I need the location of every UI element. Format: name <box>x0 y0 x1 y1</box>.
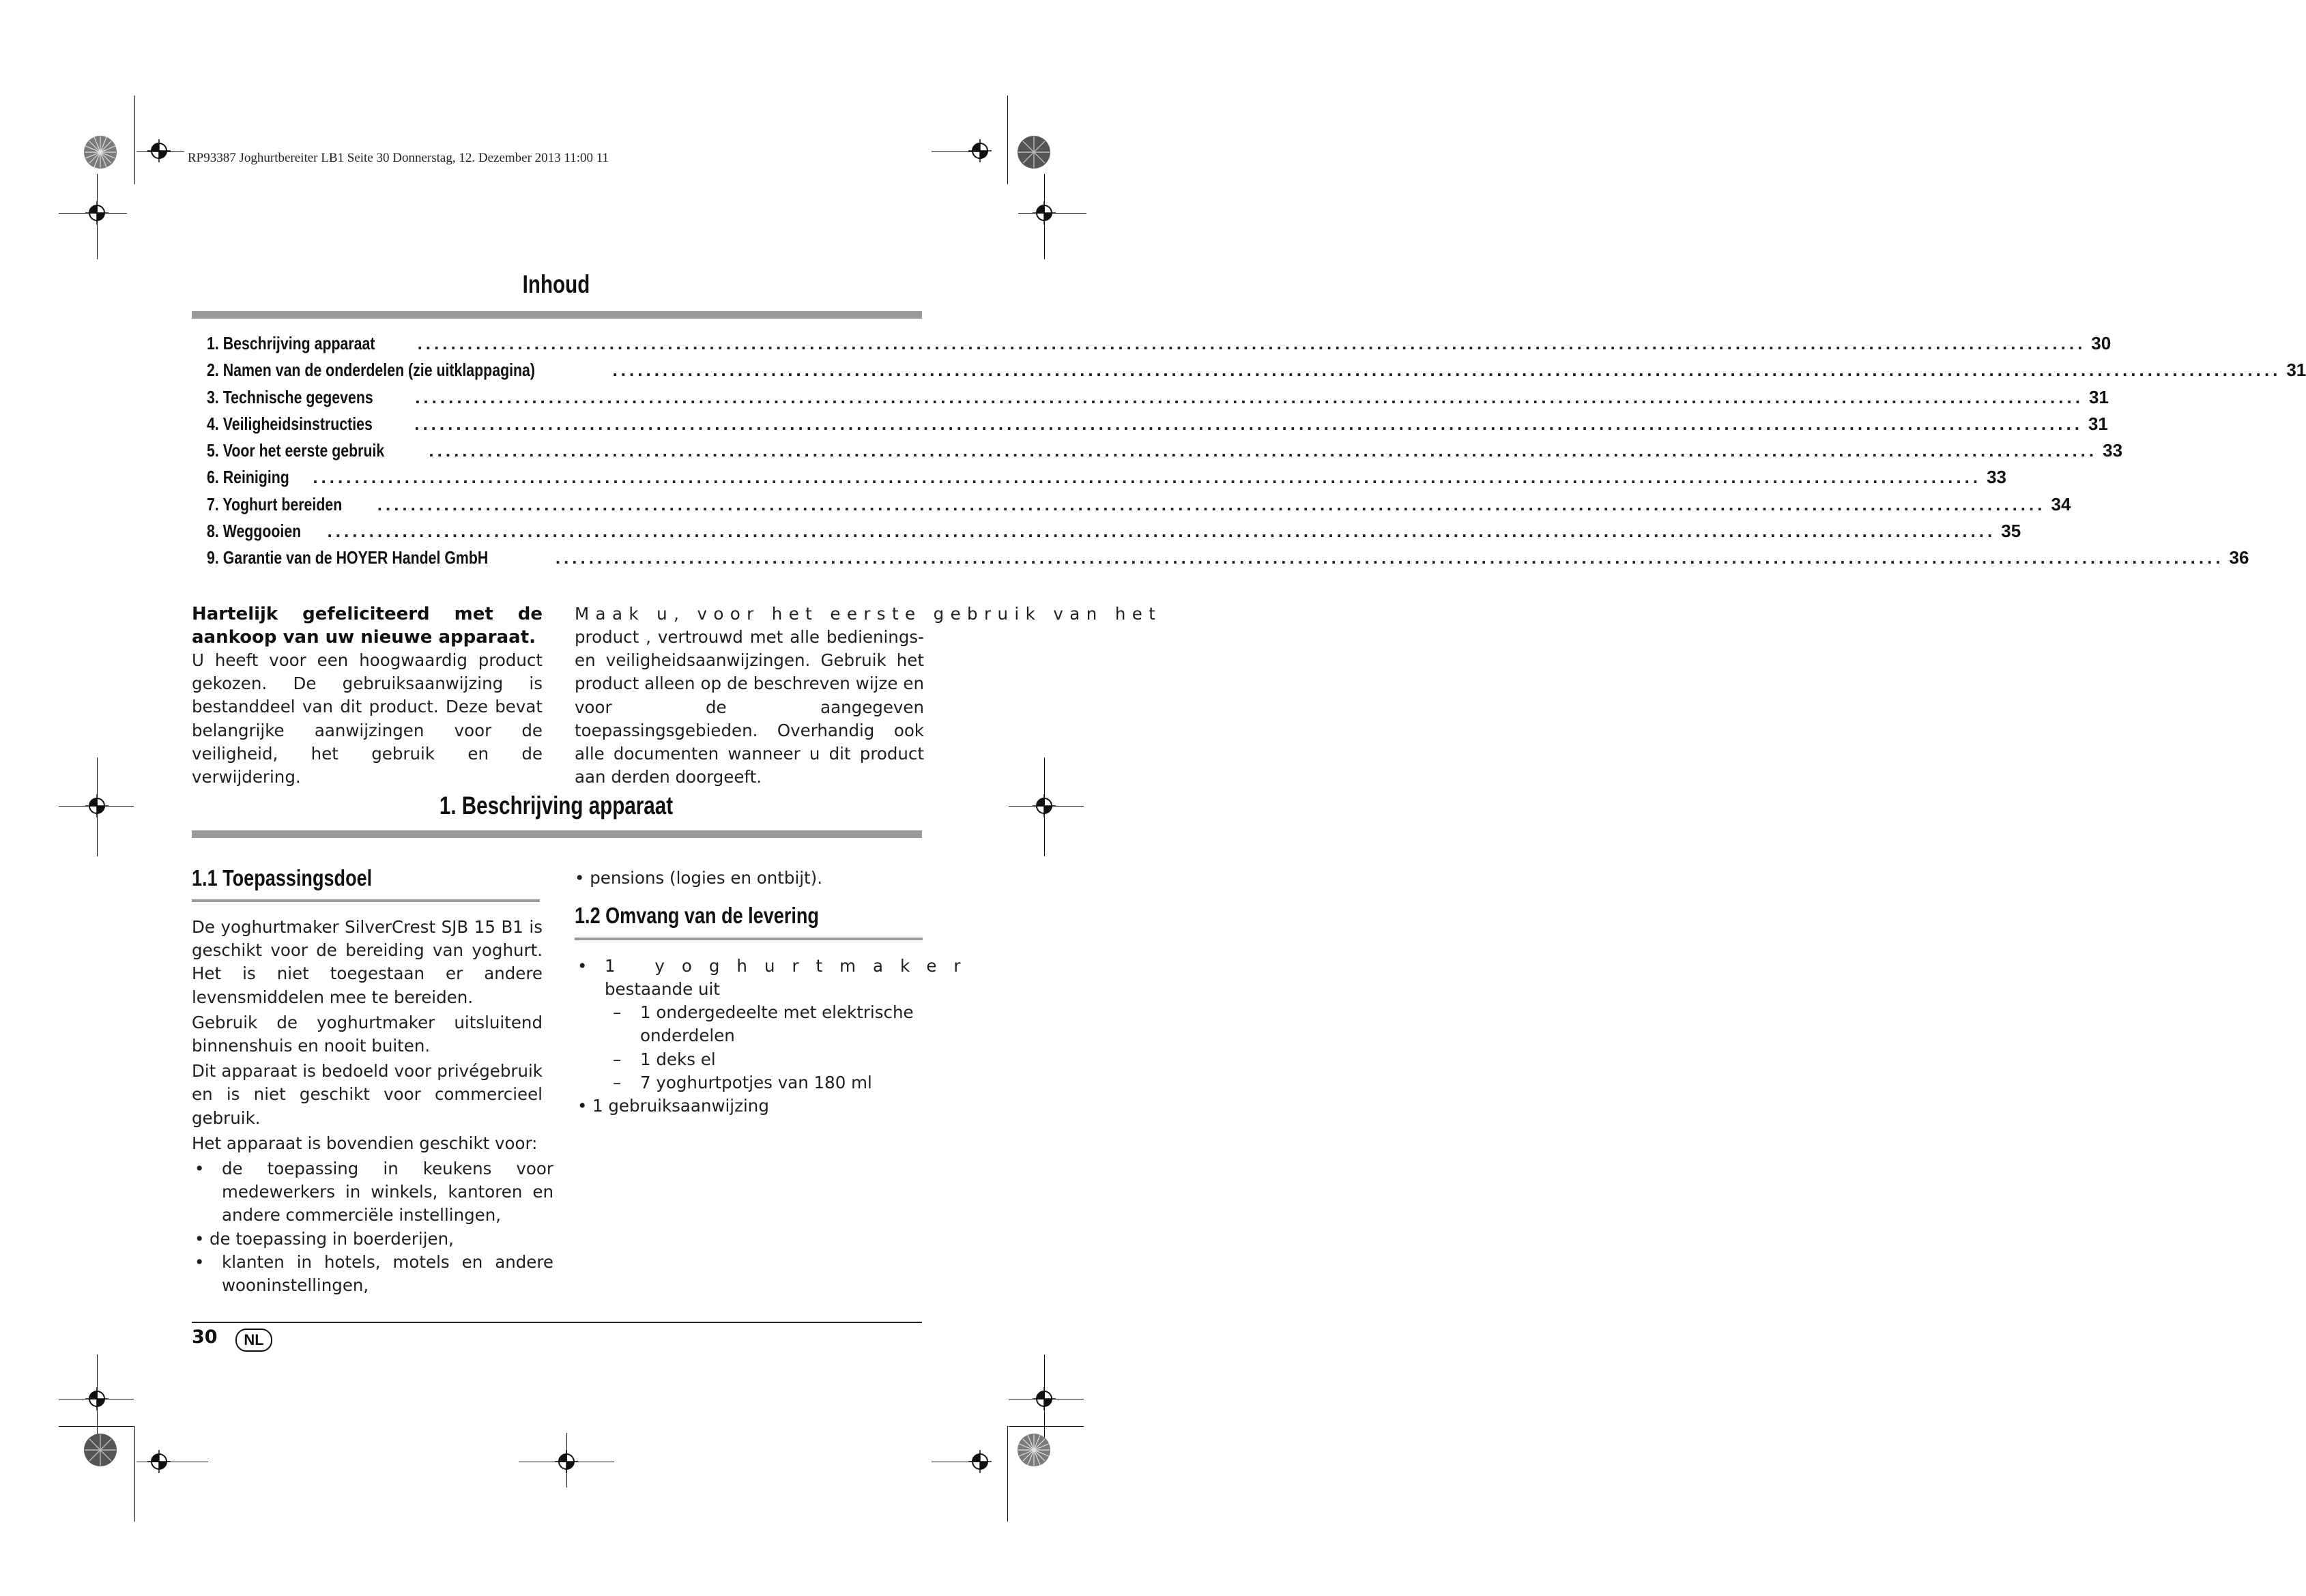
intro-right-first-line: Maak u, voor het eerste gebruik van het <box>575 604 1162 624</box>
intro-left-text: U heeft voor een hoogwaardig product gekozen. De gebruiksaanwijzing is bestanddeel van dit product. Deze bevat belangrijke aanwijzingen voor de veiligheid, het gebruik en de verwijdering. <box>192 650 543 787</box>
toc-entry-page: 30 <box>2091 333 2112 353</box>
list-item: – 1 deks el <box>613 1049 716 1069</box>
toc-entry <box>207 521 2021 547</box>
toc-entry-page: 34 <box>2051 493 2071 514</box>
registration-mark-icon <box>85 1387 109 1410</box>
language-badge: NL <box>235 1329 272 1352</box>
toc-entry-page: 31 <box>2286 360 2306 381</box>
page-number: 30 <box>192 1326 218 1348</box>
paragraph: Dit apparaat is bedoeld voor privégebruik en is niet geschikt voor commercieel gebruik. <box>192 1061 543 1128</box>
toc-leader-dots: ........................................................................................................................................................................................................ <box>555 547 2224 568</box>
toc-entry-page: 33 <box>1987 467 2006 488</box>
toc-leader-dots: ........................................................................................................................................................................................................ <box>612 360 2281 381</box>
registration-mark-icon <box>1033 1387 1056 1410</box>
toc-entry-page: 31 <box>2088 386 2109 407</box>
list-item: • 1 yoghurtmaker bestaande uit – 1 ondergedeelte met elektrische onderdelen – 1 deks el – 7 yoghurtpotjes van 180 ml <box>575 955 924 1094</box>
registration-mark-icon <box>555 1450 578 1473</box>
toc-entry-title: 4. Veiligheidsinstructies <box>207 413 373 434</box>
toc-leader-dots: ........................................................................................................................................................................................................ <box>429 440 2098 461</box>
usage-bullet-list <box>192 1157 553 1297</box>
subsection-1-2-rule <box>575 938 923 940</box>
paragraph: Gebruik de yoghurtmaker uitsluitend binnenshuis en nooit buiten. <box>192 1012 543 1056</box>
list-item: • 1 gebruiksaanwijzing <box>575 1094 924 1118</box>
footer-rule <box>192 1322 922 1323</box>
list-item: • klanten in hotels, motels en andere wooninstellingen, <box>194 1251 553 1296</box>
bullet-dot: • <box>577 956 588 976</box>
registration-mark-icon <box>147 139 171 162</box>
toc-title-rule <box>192 311 922 319</box>
bullet-dot: • <box>577 1096 588 1116</box>
registration-mark-icon <box>968 139 992 162</box>
toc-entry <box>207 360 2306 386</box>
toc-entry <box>207 413 2108 440</box>
toc-title: Inhoud <box>522 270 590 298</box>
toc-leader-dots: ........................................................................................................................................................................................................ <box>327 521 1996 542</box>
list-item: – 7 yoghurtpotjes van 180 ml <box>613 1072 872 1092</box>
registration-mark-icon <box>1033 794 1056 817</box>
toc-entry-page: 36 <box>2229 547 2249 568</box>
toc-leader-dots: ........................................................................................................................................................................................................ <box>414 413 2083 434</box>
registration-mark-icon <box>85 794 109 817</box>
toc-entry <box>207 333 2112 360</box>
delivery-sub-list <box>610 1001 924 1094</box>
color-star-icon <box>1017 1433 1051 1467</box>
list-item: – 1 ondergedeelte met elektrische onderdelen <box>613 1002 914 1046</box>
usage-bullet-continued <box>575 867 924 890</box>
toc-entry-title: 6. Reiniging <box>207 467 289 488</box>
color-star-icon <box>83 135 117 169</box>
toc-entry <box>207 440 2123 467</box>
print-info-header: RP93387 Joghurtbereiter LB1 Seite 30 Donnerstag, 12. Dezember 2013 11:00 11 <box>188 151 609 165</box>
toc-entry-title: 9. Garantie van de HOYER Handel GmbH <box>207 547 489 568</box>
table-of-contents <box>207 333 2306 575</box>
registration-mark-icon <box>968 1450 992 1473</box>
toc-entry-title: 3. Technische gegevens <box>207 386 373 407</box>
list-item: • de toepassing in keukens voor medewerkers in winkels, kantoren en andere commerciële instellingen, <box>194 1159 553 1225</box>
registration-mark-icon <box>1033 201 1056 224</box>
toc-entry <box>207 467 2006 493</box>
list-item: pensions (logies en ontbijt). <box>590 868 823 888</box>
toc-entry <box>207 493 2071 521</box>
toc-entry-page: 35 <box>2001 521 2021 542</box>
subsection-1-2-title: 1.2 Omvang van de levering <box>575 903 819 928</box>
paragraph: De yoghurtmaker SilverCrest SJB 15 B1 is geschikt voor de bereiding van yoghurt. Het is niet toegestaan er andere levensmiddelen mee te bereiden. <box>192 917 543 1007</box>
subsection-1-1-rule <box>192 899 540 902</box>
toc-leader-dots: ........................................................................................................................................................................................................ <box>415 386 2084 407</box>
toc-entry-title: 1. Beschrijving apparaat <box>207 333 375 353</box>
toc-entry <box>207 547 2249 574</box>
toc-leader-dots: ........................................................................................................................................................................................................ <box>417 333 2086 353</box>
toc-entry-title: 5. Voor het eerste gebruik <box>207 440 385 461</box>
toc-entry-title: 8. Weggooien <box>207 521 302 542</box>
intro-right-text: product , vertrouwd met alle bedienings- en veiligheidsaanwijzingen. Gebruik het product alleen op de beschreven wijze en voor de aangegeven toepassingsgebieden. Overhandig ook alle documenten wanneer u dit product aan derden doorgeeft. <box>575 627 924 787</box>
subsection-1-1-title: 1.1 Toepassingsdoel <box>192 865 373 890</box>
delivery-list <box>575 955 978 1118</box>
toc-leader-dots: ........................................................................................................................................................................................................ <box>377 493 2046 514</box>
list-item: • de toepassing in boerderijen, <box>194 1228 454 1249</box>
intro-heading: Hartelijk gefeliciteerd met de aankoop van uw nieuwe apparaat. <box>192 604 543 648</box>
section-1-title: 1. Beschrijving apparaat <box>439 792 674 819</box>
section-1-rule <box>192 830 922 838</box>
toc-entry-title: 2. Namen van de onderdelen (zie uitklappagina) <box>207 360 535 381</box>
toc-entry-page: 33 <box>2103 440 2123 461</box>
toc-entry-page: 31 <box>2088 413 2108 434</box>
color-star-icon <box>1017 135 1051 169</box>
toc-leader-dots: ........................................................................................................................................................................................................ <box>313 467 1982 488</box>
toc-entry <box>207 386 2109 413</box>
toc-entry-title: 7. Yoghurt bereiden <box>207 493 343 514</box>
registration-mark-icon <box>85 201 109 224</box>
color-star-icon <box>83 1433 117 1467</box>
paragraph: Het apparaat is bovendien geschikt voor: <box>192 1133 538 1153</box>
subsection-1-1-body <box>192 916 553 1297</box>
bullet-dot: • <box>575 868 590 888</box>
registration-mark-icon <box>147 1450 171 1473</box>
